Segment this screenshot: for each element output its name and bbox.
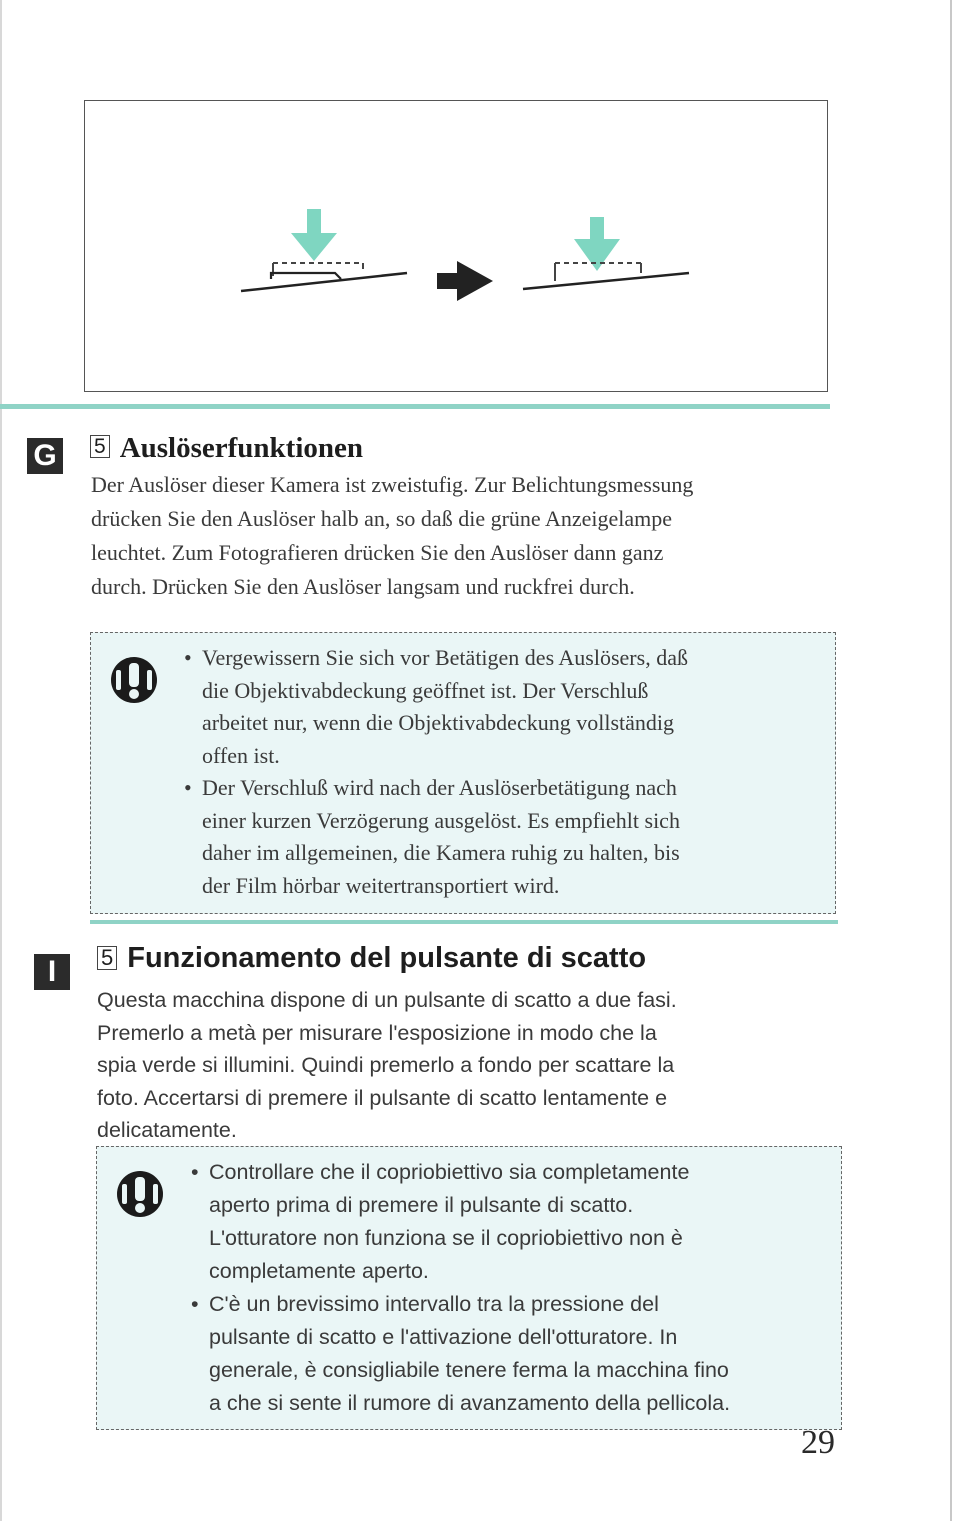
caution-icon	[110, 656, 158, 704]
list-item: • Vergewissern Sie sich vor Betätigen des Auslösers, daß die Objektivabdeckung geöffnet ist. Der Verschluß arbeitet nur, wenn die Objektivabdeckung vollständig offen ist.	[184, 645, 688, 768]
language-badge-german: G	[27, 438, 63, 474]
section-title-italian	[97, 942, 646, 975]
caution-icon	[116, 1170, 164, 1218]
section-divider-top	[0, 404, 830, 409]
press-down-arrow-icon	[307, 209, 321, 237]
body-text-italian: Questa macchina dispone di un pulsante di scatto a due fasi. Premerlo a metà per misurare l'esposizione in modo che la spia verde si illumini. Quindi premerlo a fondo per scattare la foto. Accertarsi di premere il pulsante di scatto lentamente e delicatamente.	[97, 988, 677, 1142]
caution-list-german	[184, 642, 822, 902]
title-text: Funzionamento del pulsante di scatto	[127, 942, 647, 974]
language-badge-italian: I	[34, 954, 70, 990]
section-number: 5	[97, 946, 117, 970]
section-title-german	[90, 432, 363, 465]
list-item: • Controllare che il copriobiettivo sia completamente aperto prima di premere il pulsante di scatto. L'otturatore non funziona se il copriobiettivo non è completamente aperto.	[191, 1160, 690, 1283]
full-press-diagram	[523, 217, 689, 289]
body-text-german: Der Auslöser dieser Kamera ist zweistufig. Zur Belichtungsmessung drücken Sie den Auslöser halb an, so daß die grüne Anzeigelampe leuchtet. Zum Fotografieren drücken Sie den Auslöser dann ganz durch. Drücken Sie den Auslöser langsam und ruckfrei durch.	[91, 472, 694, 599]
press-down-arrow-head	[291, 233, 337, 261]
caution-list-italian	[191, 1156, 837, 1420]
list-item: • C'è un brevissimo intervallo tra la pressione del pulsante di scatto e l'attivazione dell'otturatore. In generale, è consigliabile tenere ferma la macchina fino a che si sente il rumore di avanzamento della pellicola.	[191, 1292, 731, 1415]
section-number: 5	[90, 435, 110, 458]
page-number: 29	[801, 1424, 835, 1461]
section-divider-middle	[90, 920, 838, 924]
title-text: Auslöserfunktionen	[119, 432, 364, 464]
half-press-diagram	[241, 209, 407, 291]
shutter-button-illustration	[84, 100, 828, 392]
right-arrow-icon	[437, 261, 493, 301]
list-item: • Der Verschluß wird nach der Auslöserbetätigung nach einer kurzen Verzögerung ausgelöst. Es empfiehlt sich daher im allgemeinen, die Kamera ruhig zu halten, bis der Film hörbar weitertransportiert wird.	[184, 775, 680, 898]
